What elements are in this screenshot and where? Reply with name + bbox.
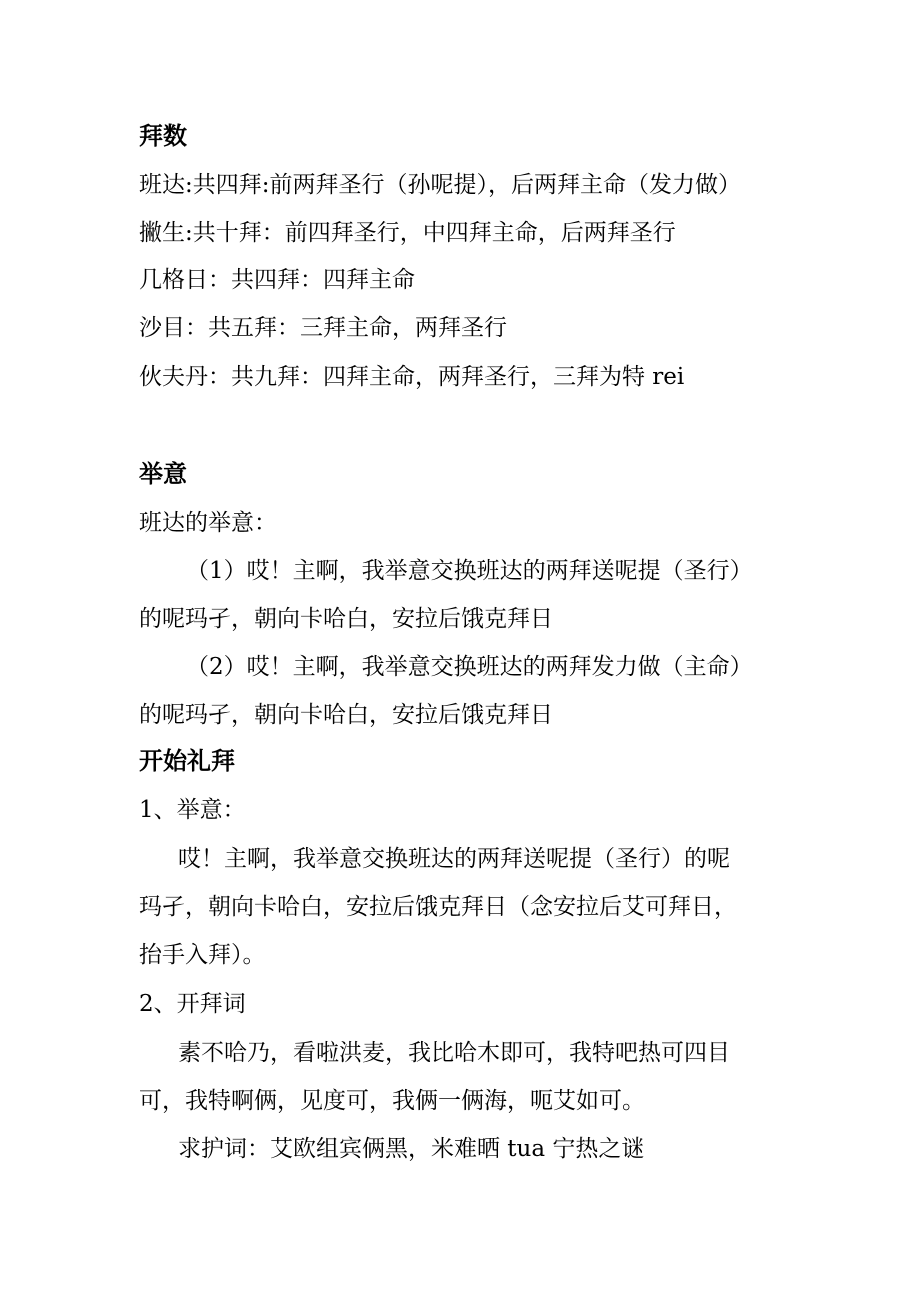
bai-shu-line-pie-sheng: 撇生:共十拜：前四拜圣行，中四拜主命，后两拜圣行 bbox=[139, 220, 676, 246]
heading-kai-shi-li-bai: 开始礼拜 bbox=[139, 747, 235, 775]
ju-yi-item-2-line-2: 的呢玛孑，朝向卡哈白，安拉后饿克拜日 bbox=[139, 702, 553, 728]
ju-yi-item-1-line-1: （1）哎！主啊，我举意交换班达的两拜送呢提（圣行） bbox=[186, 558, 753, 584]
heading-ju-yi: 举意 bbox=[139, 460, 187, 488]
heading-bai-shu: 拜数 bbox=[139, 122, 187, 150]
ju-yi-intro: 班达的举意： bbox=[139, 510, 277, 536]
step-1-line-3: 抬手入拜）。 bbox=[139, 942, 266, 968]
bai-shu-line-ji-ge-ri: 几格日：共四拜：四拜主命 bbox=[139, 267, 415, 293]
bai-shu-line-sha-mu: 沙目：共五拜：三拜主命，两拜圣行 bbox=[139, 315, 507, 341]
step-1-line-1: 哎！主啊，我举意交换班达的两拜送呢提（圣行）的呢 bbox=[178, 846, 730, 872]
ju-yi-item-2-line-1: （2）哎！主啊，我举意交换班达的两拜发力做（主命） bbox=[186, 654, 753, 680]
ju-yi-item-1-line-2: 的呢玛孑，朝向卡哈白，安拉后饿克拜日 bbox=[139, 606, 553, 632]
step-1-line-2: 玛孑，朝向卡哈白，安拉后饿克拜日（念安拉后艾可拜日， bbox=[139, 894, 737, 920]
bai-shu-line-ban-da: 班达:共四拜:前两拜圣行（孙呢提），后两拜主命（发力做） bbox=[139, 172, 741, 198]
step-2-label: 2、开拜词 bbox=[139, 991, 246, 1017]
step-2-line-3: 求护词：艾欧组宾俩黑，米难晒 tua 宁热之谜 bbox=[178, 1136, 645, 1162]
step-1-label: 1、举意： bbox=[139, 797, 246, 823]
step-2-line-2: 可，我特啊俩，见度可，我俩一俩海，呃艾如可。 bbox=[139, 1088, 645, 1114]
step-2-line-1: 素不哈乃，看啦洪麦，我比哈木即可，我特吧热可四目 bbox=[178, 1040, 730, 1066]
bai-shu-line-huo-fu-dan: 伙夫丹：共九拜：四拜主命，两拜圣行，三拜为特 rei bbox=[139, 364, 685, 390]
